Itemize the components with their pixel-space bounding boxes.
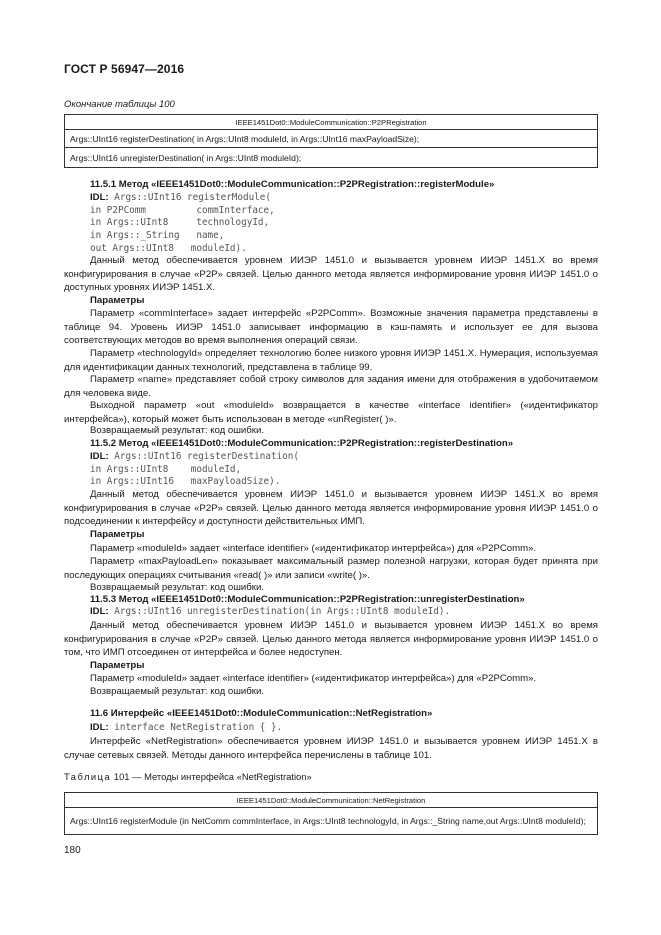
page-number: 180 <box>64 845 81 856</box>
paragraph: Данный метод обеспечивается уровнем ИИЭР 1451.0 и вызывается уровнем ИИЭР 1451.X во время конфигурирования в случае «P2P» связей. Целью данного метода является информирование уровня ИИЭР 1451.0 о том, что ИМП отсоединен от интерфейса и более недоступен. <box>64 620 598 659</box>
section-heading-11-5-1: 11.5.1 Метод «IEEE1451Dot0::ModuleCommunication::P2PRegistration::registerModule» <box>90 179 495 190</box>
section-heading-11-5-3: 11.5.3 Метод «IEEE1451Dot0::ModuleCommunication::P2PRegistration::unregisterDestination» <box>90 594 525 605</box>
return-value: Возвращаемый результат: код ошибки. <box>90 686 264 697</box>
table-row: Args::UInt16 registerDestination( in Args::UInt8 moduleId, in Args::UInt16 maxPayloadSize); <box>65 130 598 148</box>
return-value: Возвращаемый результат: код ошибки. <box>90 425 264 436</box>
params-heading: Параметры <box>90 660 145 671</box>
table-row: Args::UInt16 registerModule (in NetComm commInterface, in Args::UInt8 technologyId, in Args::_String name,out Args::UInt8 moduleId); <box>65 808 598 835</box>
idl-block: IDL: interface NetRegistration { }. <box>90 722 283 733</box>
paragraph: Данный метод обеспечивается уровнем ИИЭР 1451.0 и вызывается уровнем ИИЭР 1451.X во время конфигурирования в случае «P2P» связей. Целью данного метода является информирование уровня ИИЭР 1451.0 о подсоединении к интерфейсу и доступности действительных ИМП. <box>64 489 598 528</box>
idl-block: IDL: Args::UInt16 registerModule( in P2PComm commInterface, in Args::UInt8 technologyId, in Args::_String name, out Args::UInt8 moduleId). <box>90 192 275 254</box>
section-heading-11-6: 11.6 Интерфейс «IEEE1451Dot0::ModuleCommunication::NetRegistration» <box>90 708 433 719</box>
params-heading: Параметры <box>90 529 145 540</box>
paragraph: Параметр «moduleId» задает «interface identifier» («идентификатор интерфейса») для «P2PComm». <box>90 673 537 684</box>
idl-block: IDL: Args::UInt16 registerDestination( in Args::UInt8 moduleId, in Args::UInt16 maxPayloadSize). <box>90 451 299 488</box>
table-row: Args::UInt16 unregisterDestination( in Args::UInt8 moduleId); <box>65 148 598 168</box>
paragraph: Данный метод обеспечивается уровнем ИИЭР 1451.0 и вызывается уровнем ИИЭР 1451.X во время конфигурирования в случае «P2P» связей. Целью данного метода является информирование уровня ИИЭР 1451.0 о доступных уровнях ИИЭР 1451.X. <box>64 255 598 294</box>
table-100 <box>64 114 598 168</box>
paragraph: Выходной параметр «out «moduleId» возвращается в качестве «interface identifier» («идентификатор интерфейса»), который может быть использован в методе «unRegister( )». <box>64 400 598 425</box>
table-101 <box>64 792 598 835</box>
table-100-caption: Окончание таблицы 100 <box>64 99 175 110</box>
paragraph: Параметр «technologyId» определяет технологию более низкого уровня ИИЭР 1451.X. Нумерация, используемая для идентификации данных технологий, представлена в таблице 99. <box>64 348 598 373</box>
document-header: ГОСТ Р 56947—2016 <box>64 62 185 76</box>
paragraph: Параметр «name» представляет собой строку символов для задания имени для отображения в удобочитаемом для человека виде. <box>64 374 598 399</box>
paragraph: Параметр «commInterface» задает интерфейс «P2PComm». Возможные значения параметра представлены в таблице 94. Уровень ИИЭР 1451.0 записывает информацию в кэш-память и использует ее для вызова соответствующих методов во время выполнения операций связи. <box>64 308 598 347</box>
table-101-header: IEEE1451Dot0::ModuleCommunication::NetRegistration <box>65 793 598 808</box>
paragraph: Параметр «maxPayloadLen» показывает максимальный размер полезной нагрузки, которая будет принята при последующих операциях считывания «read( )» или записи «write( )». <box>64 556 598 581</box>
section-heading-11-5-2: 11.5.2 Метод «IEEE1451Dot0::ModuleCommunication::P2PRegistration::registerDestination» <box>90 438 514 449</box>
table-100-header: IEEE1451Dot0::ModuleCommunication::P2PRegistration <box>65 115 598 130</box>
return-value: Возвращаемый результат: код ошибки. <box>90 582 264 593</box>
idl-block: IDL: Args::UInt16 unregisterDestination(in Args::UInt8 moduleId). <box>90 606 451 617</box>
paragraph: Параметр «moduleId» задает «interface identifier» («идентификатор интерфейса») для «P2PComm». <box>90 543 537 554</box>
table-101-caption: Таблица 101 — Методы интерфейса «NetRegistration» <box>64 771 312 782</box>
params-heading: Параметры <box>90 295 145 306</box>
paragraph: Интерфейс «NetRegistration» обеспечивается уровнем ИИЭР 1451.0 и вызывается уровнем ИИЭР 1451.X в случае сетевых связей. Методы данного интерфейса перечислены в таблице 101. <box>64 736 598 761</box>
